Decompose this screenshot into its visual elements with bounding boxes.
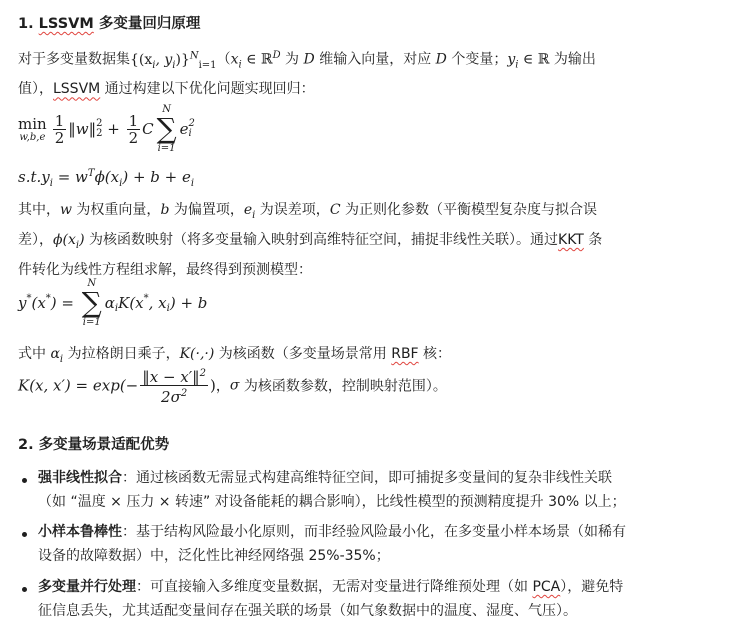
section1-heading: 1. LSSVM 多变量回归原理: [18, 16, 201, 32]
list-item: 小样本鲁棒性：基于结构风险最小化原则，而非经验风险最小化，在多变量小样本场景（如稀有 设备的故障数据）中，泛化性比神经网络强 25%-35%；: [38, 524, 626, 564]
intro-paragraph: 对于多变量数据集{($x_i$, $y_i)\}^N_{i=1}(x_i$ ∈ ℝ$^D$ 为 D 维输入向量，对应 D 个变量；$y_i$ ∈ ℝ 为输出 值），LSSVM 通过构建以下优化问题实现回归：: [18, 50, 596, 98]
lssvm-term: LSSVM: [38, 16, 94, 32]
objective-formula: min w,b,e $\frac{1}{2}$ ‖w‖ 2 2 + $\frac{1}{2}$ C N ∑ i=1 e 2 i: [18, 104, 195, 154]
kernel-paragraph: 式中 $\alpha_i$ 为拉格朗日乘子，K(·,·) 为核函数（多变量场景常用 RBF 核：: [18, 346, 452, 365]
explanation-paragraph: 其中，w 为权重向量，b 为偏置项，$e_i$ 为误差项，C 为正则化参数（平衡模型复杂度与拟合误 差），$\phi(x_i)$ 为核函数映射（将多变量输入映射到高维特征空间，捕捉非线性关联）。通过KKT 条 件转化为线性方程组求解，最终得到预测模型：: [18, 202, 603, 278]
list-item: 强非线性拟合：通过核函数无需显式构建高维特征空间，即可捕捉多变量间的复杂非线性关联 （如 “温度 × 压力 × 转速” 对设备能耗的耦合影响），比线性模型的预测精度提升 30% 以上；: [38, 470, 626, 510]
bullet-dot: [22, 532, 27, 537]
bullet-dot: [22, 587, 27, 592]
bullet-dot: [22, 478, 27, 483]
rbf-kernel-formula: K(x, x′) = exp(− $\frac{‖x - x'‖^2}{2\sigma^2}$ )，σ 为核函数参数，控制映射范围）。: [18, 368, 447, 406]
constraint-formula: $s.t.y_i = w^T\phi(x_i) + b + e_i$: [18, 168, 195, 189]
prediction-formula: y*(x*) = N ∑ i=1 $\alpha_iK(x^*$, $x_i) + b$: [18, 278, 208, 328]
list-item: 多变量并行处理：可直接输入多维度变量数据，无需对变量进行降维预处理（如 PCA），避免特 征信息丢失，尤其适配变量间存在强关联的场景（如气象数据中的温度、湿度、气压）。: [38, 579, 624, 619]
section2-heading: 2. 多变量场景适配优势: [18, 437, 170, 453]
